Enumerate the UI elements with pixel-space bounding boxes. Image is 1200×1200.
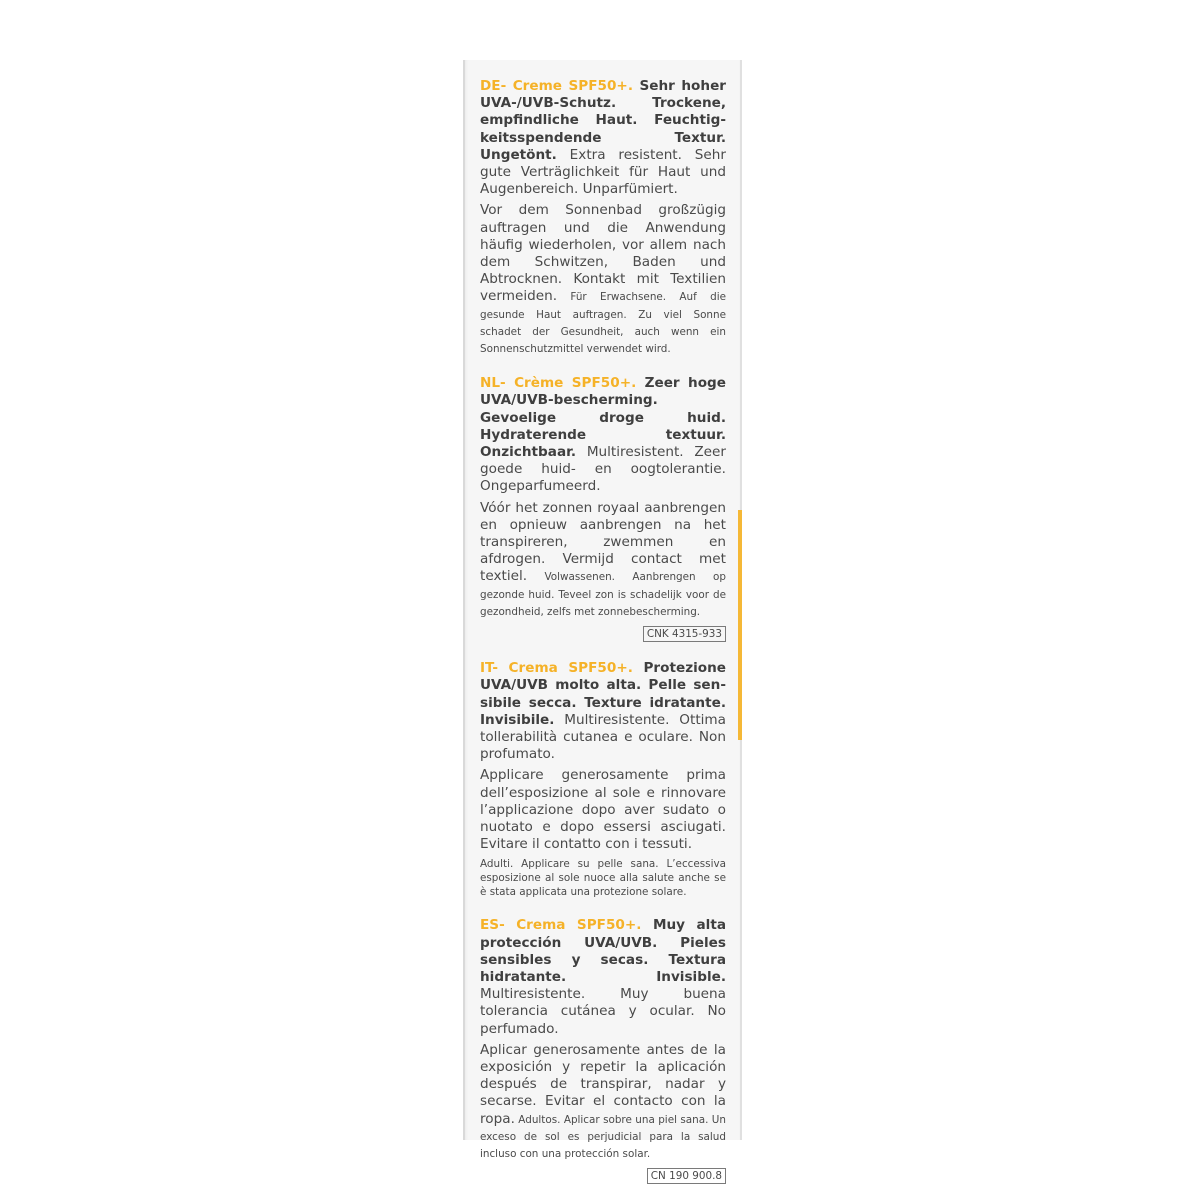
nl-usage: Vóór het zonnen royaal aanbrengen en opnieuw aanbrengen na het transpireren, zwemmen en afdrogen. Vermijd contact met textiel. [480,499,726,585]
section-nl [480,375,726,642]
nl-lead: NL- Crème SPF50+. [480,375,637,392]
it-lead: IT- Crema SPF50+. [480,660,633,677]
it-claims: Protezione UVA/UVB molto alta. Pelle sensibile secca. Texture idratante. Invisibile. [480,660,727,728]
section-de [480,78,726,357]
cn-code: CN 190 900.8 [647,1168,726,1184]
de-lead: DE- Creme SPF50+. [480,78,633,94]
nl-description [480,375,726,495]
nl-usage-block [480,500,726,620]
de-claims: Sehr hoher UVA-/UVB-Schutz. Trockene, empfindliche Haut. Feuchtigkeitsspendende Textur. Ungetönt. [480,78,726,163]
es-claims: Muy alta protección UVA/UVB. Pieles sensibles y secas. Textura hidratante. Invisible. [480,917,726,985]
nl-warning: Volwassenen. Aanbrengen op gezonde huid. Teveel zon is schadelijk voor de gezondheid, zelfs met zonnebescherming. [480,571,726,618]
es-usage-block [480,1042,726,1162]
section-it [480,660,726,899]
panel-left-edge [463,60,465,1140]
it-usage: Applicare generosamente prima dell’esposizione al sole e rinnovare l’applicazione dopo aver sudato o nuotato e dopo essersi asciugati. Evitare il contatto con i tessuti. [480,767,726,853]
section-es [480,917,726,1184]
nl-claims: Zeer hoge UVA/UVB-bescherming. Gevoelige droge huid. Hydraterende textuur. Onzichtbaar. [480,375,726,461]
de-usage-block [480,202,726,357]
es-description [480,917,726,1037]
es-usage: Aplicar generosamente antes de la exposición y repetir la aplicación después de transpirar, nadar y secarse. Evitar el contacto con la ropa. [480,1041,726,1127]
es-properties: Multiresistente. Muy buena tolerancia cutánea y ocular. No perfumado. [480,986,726,1037]
nl-properties: Multiresistent. Zeer goede huid- en oogtolerantie. Ongeparfumeerd. [480,444,726,495]
es-code-row [480,1164,726,1184]
de-usage: Vor dem Sonnenbad großzügig auftragen und die Anwendung häufig wiederholen, vor allem nach dem Schwitzen, Baden und Abtrocknen. Kontakt mit Textilien vermeiden. [480,202,726,305]
es-warning: Adultos. Aplicar sobre una piel sana. Un exceso de sol es perjudicial para la salud incluso con una protección solar. [480,1113,726,1160]
it-description [480,660,726,763]
de-properties: Extra resistent. Sehr gute Verträglichkeit für Haut und Augenbereich. Unparfümiert. [480,146,726,198]
label-text-block [480,78,726,1200]
nl-code-row [480,622,726,642]
yellow-accent-strip [738,510,742,740]
it-usage-block [480,767,726,853]
de-description [480,78,726,198]
it-properties: Multiresistente. Ottima tollerabilità cutanea e oculare. Non profumato. [480,711,726,763]
it-warning: Adulti. Applicare su pelle sana. L’eccessiva esposizione al sole nuoce alla salute anche se è stata applicata una protezione solare. [480,858,726,899]
de-warning: Für Erwachsene. Auf die gesunde Haut auftragen. Zu viel Sonne schadet der Gesundheit, auch wenn ein Sonnenschutzmittel verwendet wird. [480,291,726,356]
cnk-code: CNK 4315-933 [643,626,726,642]
es-lead: ES- Crema SPF50+. [480,917,642,934]
